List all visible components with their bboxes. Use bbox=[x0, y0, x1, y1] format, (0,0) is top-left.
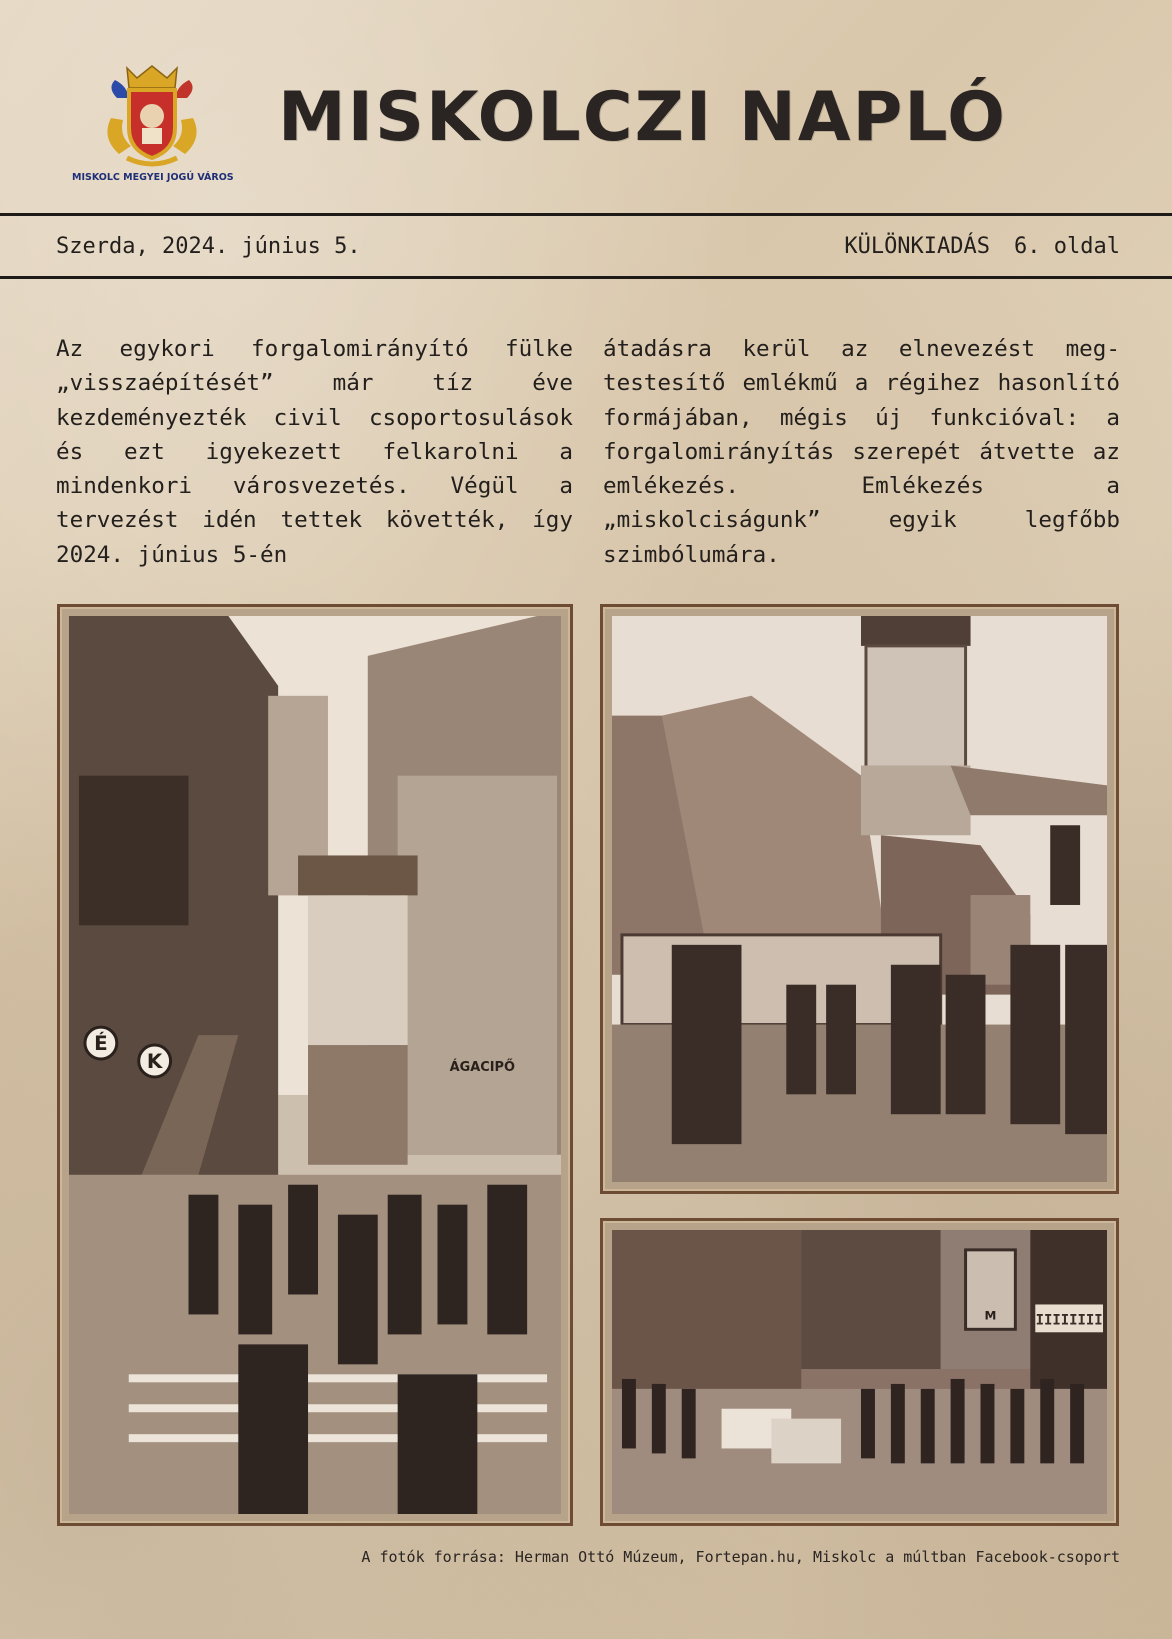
top-rule bbox=[0, 213, 1172, 216]
photo-tram-street bbox=[600, 604, 1119, 1194]
edition-label: KÜLÖNKIADÁS bbox=[844, 234, 991, 259]
logo-caption: MISKOLC MEGYEI JOGÚ VÁROS bbox=[72, 172, 234, 183]
masthead-title: MISKOLCZI NAPLÓ bbox=[278, 78, 1007, 157]
article-column-right: átadásra kerül az elnevezést megtestesítő emlékmű a régihez hasonlító formájában, mégis új funkcióval: a forgalomirányítás szerepét átvette az emlékezés. Emlékezés a „miskolciságunk” egyik legfőbb szimbólumára. bbox=[603, 336, 1120, 568]
page-number: 6. oldal bbox=[1014, 234, 1120, 259]
street-sign-k: K bbox=[146, 1049, 163, 1073]
tower-sign: M bbox=[984, 1308, 997, 1323]
coat-of-arms-icon bbox=[97, 58, 207, 170]
store-sign: IIIIIIII bbox=[1035, 1312, 1103, 1329]
bottom-rule bbox=[0, 276, 1172, 279]
city-logo bbox=[72, 58, 232, 198]
issue-date: Szerda, 2024. június 5. bbox=[56, 234, 361, 259]
photo-credits: A fotók forrása: Herman Ottó Múzeum, Fortepan.hu, Miskolc a múltban Facebook-csoport bbox=[361, 1548, 1120, 1566]
dateline bbox=[56, 234, 1120, 259]
photo-street-corner bbox=[57, 604, 573, 1526]
article-column-left: Az egykori forgalomirányító fülke „visszaépítését” már tíz éve kezdeményezték civil csoportosulások és ezt igyekezett felkarolni a mindenkori városvezetés. Végül a tervezést idén tettek követték, így 2024. június 5-én bbox=[56, 336, 573, 568]
photo-crowded-crossing bbox=[600, 1218, 1119, 1526]
shop-sign: ÁGACIPŐ bbox=[449, 1059, 516, 1075]
edition-info bbox=[844, 234, 1120, 259]
street-sign-e: É bbox=[94, 1032, 108, 1056]
article-body bbox=[56, 332, 1120, 572]
